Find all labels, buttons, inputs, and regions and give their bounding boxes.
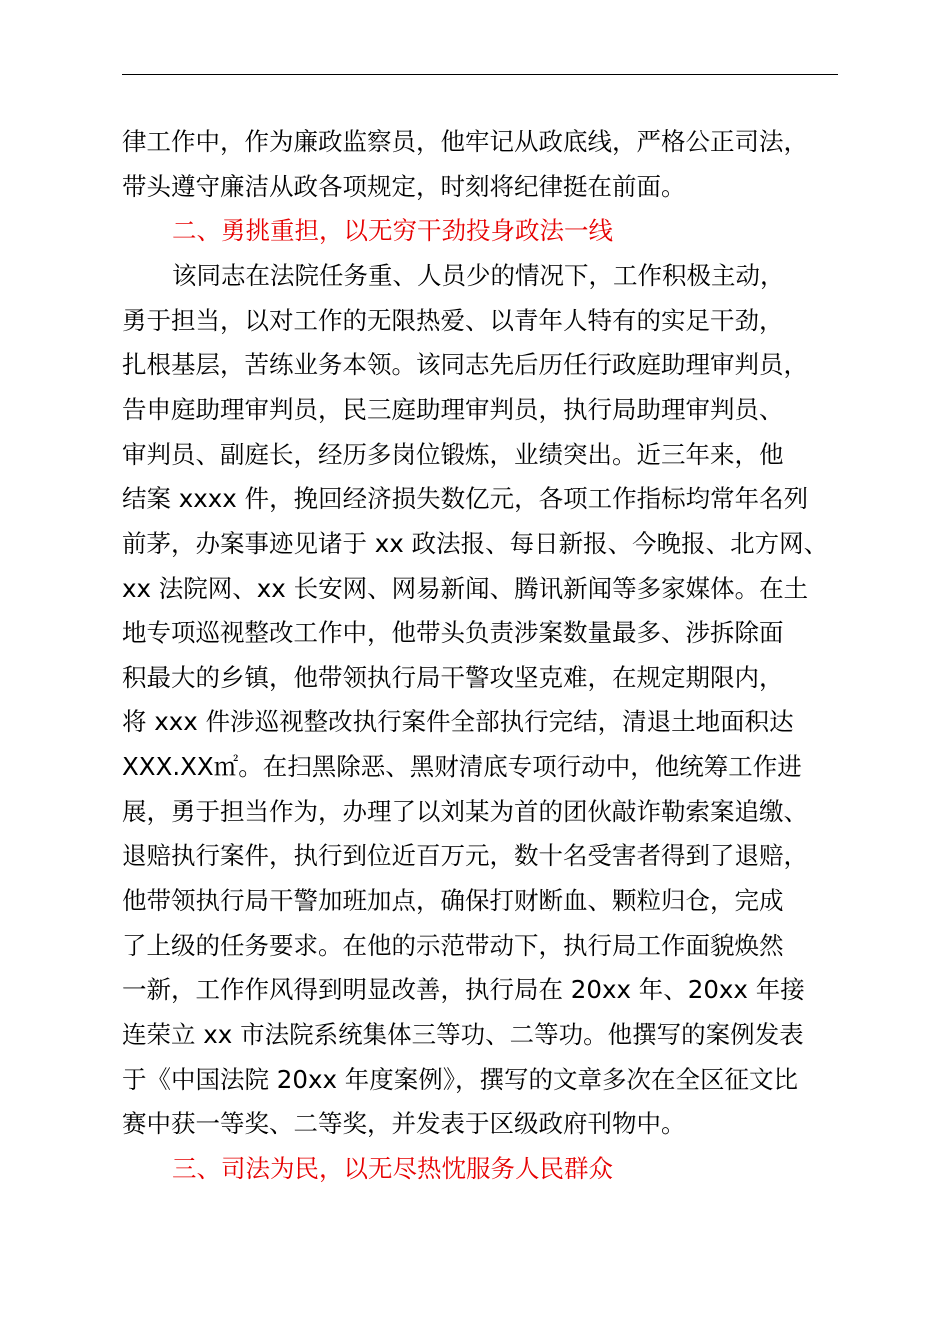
text-line: xx 法院网、xx 长安网、网易新闻、腾讯新闻等多家媒体。在土 bbox=[122, 574, 809, 603]
text-line: 退赔执行案件，执行到位近百万元，数十名受害者得到了退赔， bbox=[122, 841, 808, 870]
text-line: 一新，工作作风得到明显改善，执行局在 20xx 年、20xx 年接 bbox=[122, 975, 805, 1004]
text-line: 带头遵守廉洁从政各项规定，时刻将纪律挺在前面。 bbox=[122, 172, 686, 201]
section-heading: 二、勇挑重担，以无穷干劲投身政法一线 bbox=[172, 216, 613, 245]
text-line: 他带领执行局干警加班加点，确保打财断血、颗粒归仓，完成 bbox=[122, 886, 784, 915]
text-line: 扎根基层，苦练业务本领。该同志先后历任行政庭助理审判员， bbox=[122, 350, 808, 379]
text-line: 前茅，办案事迹见诸于 xx 政法报、每日新报、今晚报、北方网、 bbox=[122, 529, 829, 558]
text-line: 积最大的乡镇，他带领执行局干警攻坚克难，在规定期限内， bbox=[122, 663, 784, 692]
section-heading: 三、司法为民，以无尽热忱服务人民群众 bbox=[172, 1154, 613, 1183]
text-line: 告申庭助理审判员，民三庭助理审判员，执行局助理审判员、 bbox=[122, 395, 784, 424]
text-line: 审判员、副庭长，经历多岗位锻炼，业绩突出。近三年来，他 bbox=[122, 440, 784, 469]
text-line: 结案 xxxx 件，挽回经济损失数亿元，各项工作指标均常年名列 bbox=[122, 484, 809, 513]
text-line: 该同志在法院任务重、人员少的情况下，工作积极主动， bbox=[172, 261, 785, 290]
text-line: 展，勇于担当作为，办理了以刘某为首的团伙敲诈勒索案追缴、 bbox=[122, 797, 808, 826]
text-line: 了上级的任务要求。在他的示范带动下，执行局工作面貌焕然 bbox=[122, 931, 784, 960]
text-line: 赛中获一等奖、二等奖，并发表于区级政府刊物中。 bbox=[122, 1109, 686, 1138]
text-line: 于《中国法院 20xx 年度案例》，撰写的文章多次在全区征文比 bbox=[122, 1065, 798, 1094]
text-line: 将 xxx 件涉巡视整改执行案件全部执行完结，清退土地面积达 bbox=[122, 707, 794, 736]
header-rule bbox=[122, 74, 838, 75]
text-line: 地专项巡视整改工作中，他带头负责涉案数量最多、涉拆除面 bbox=[122, 618, 784, 647]
text-line: 律工作中，作为廉政监察员，他牢记从政底线，严格公正司法， bbox=[122, 127, 808, 156]
text-line: XXX.XX㎡。在扫黑除恶、黑财清底专项行动中，他统筹工作进 bbox=[122, 752, 802, 781]
text-line: 连荣立 xx 市法院系统集体三等功、二等功。他撰写的案例发表 bbox=[122, 1020, 804, 1049]
text-line: 勇于担当，以对工作的无限热爱、以青年人特有的实足干劲， bbox=[122, 306, 784, 335]
